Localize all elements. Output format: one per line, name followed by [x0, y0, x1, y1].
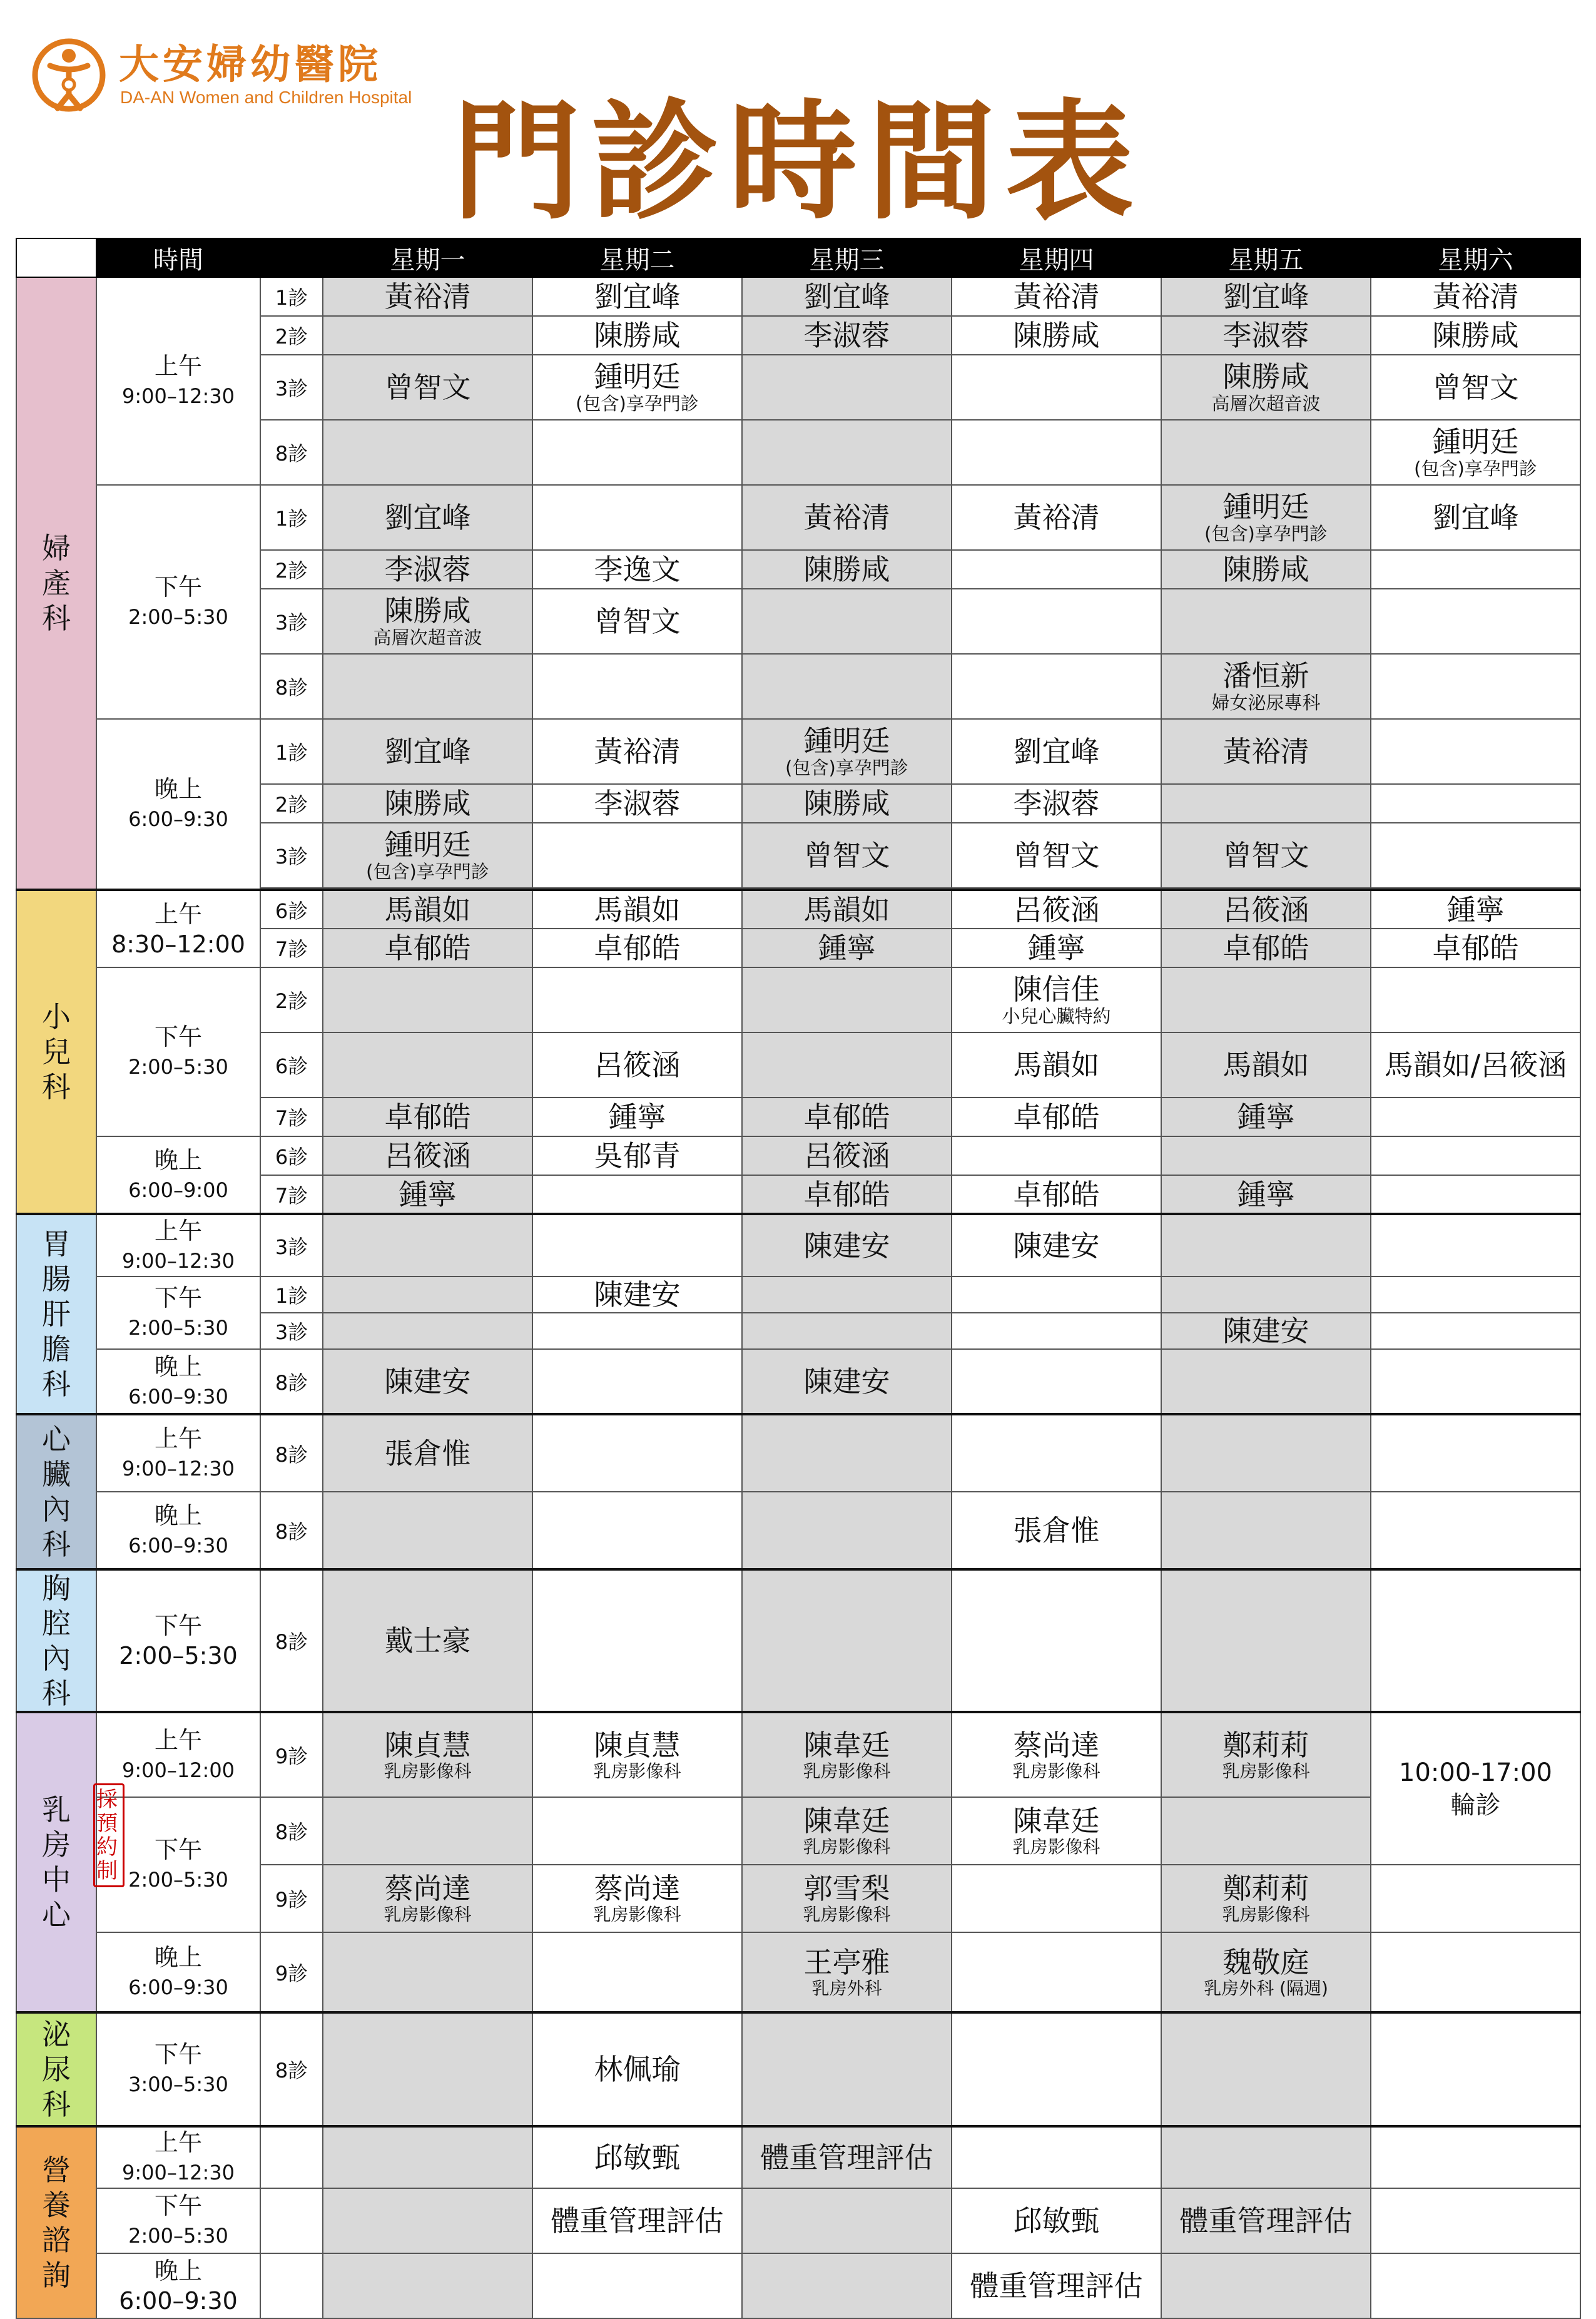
slot-cell: 下午 2:00–5:30	[96, 485, 260, 719]
doctor-cell: 黃裕清	[1161, 719, 1371, 784]
doctor-cell	[1161, 2126, 1371, 2188]
dept-gi: 胃腸肝膽科	[16, 1214, 96, 1414]
doctor-cell	[1371, 654, 1580, 719]
doctor-cell	[1371, 589, 1580, 654]
room-label: 2診	[260, 967, 323, 1032]
doctor-cell: 鍾寧	[952, 929, 1161, 967]
room-label: 3診	[260, 1313, 323, 1349]
dept-peds: 小兒科	[16, 890, 96, 1214]
doctor-cell: 蔡尚達 乳房影像科	[532, 1865, 742, 1932]
header-corner	[16, 238, 96, 277]
doctor-cell	[323, 967, 532, 1032]
doctor-cell	[532, 2253, 742, 2318]
doctor-cell	[1161, 420, 1371, 485]
doctor-cell: 體重管理評估	[532, 2188, 742, 2253]
doctor-cell	[1371, 2012, 1580, 2126]
room-label: 8診	[260, 1797, 323, 1865]
doctor-cell: 李淑蓉	[742, 316, 952, 355]
doctor-cell	[1161, 2253, 1371, 2318]
room-label: 2診	[260, 550, 323, 589]
doctor-cell: 鍾明廷 (包含)享孕門診	[532, 355, 742, 420]
doctor-cell: 吳郁青	[532, 1136, 742, 1175]
slot-cell: 晚上 6:00–9:30	[96, 1349, 260, 1414]
doctor-cell: 陳建安	[952, 1214, 1161, 1277]
doctor-cell	[952, 1349, 1161, 1414]
doctor-cell	[1161, 1277, 1371, 1313]
room-label: 2診	[260, 316, 323, 355]
room-label: 7診	[260, 929, 323, 967]
doctor-cell: 王亭雅 乳房外科	[742, 1932, 952, 2012]
doctor-cell: 鍾寧	[1371, 890, 1580, 929]
doctor-cell	[323, 2012, 532, 2126]
doctor-cell	[323, 1492, 532, 1569]
doctor-cell	[952, 420, 1161, 485]
header-day: 星期六	[1371, 238, 1580, 277]
room-label: 6診	[260, 1136, 323, 1175]
room-label: 8診	[260, 1414, 323, 1492]
doctor-cell: 陳勝咸	[1371, 316, 1580, 355]
doctor-cell: 鄭莉莉 乳房影像科	[1161, 1712, 1371, 1797]
slot-cell: 上午 9:00–12:00	[96, 1712, 260, 1797]
doctor-cell: 鍾寧	[1161, 1175, 1371, 1214]
doctor-cell: 陳韋廷 乳房影像科	[952, 1797, 1161, 1865]
room-label: 8診	[260, 420, 323, 485]
doctor-cell	[532, 1313, 742, 1349]
doctor-cell	[952, 355, 1161, 420]
doctor-cell	[742, 589, 952, 654]
slot-cell: 下午 2:00–5:30	[96, 1797, 260, 1932]
doctor-cell: 鍾明廷 (包含)享孕門診	[1161, 485, 1371, 550]
doctor-cell	[532, 823, 742, 888]
slot-cell: 下午 2:00–5:30	[96, 1277, 260, 1349]
doctor-cell: 馬韻如	[1161, 1032, 1371, 1098]
room-label: 8診	[260, 1349, 323, 1414]
doctor-cell	[532, 420, 742, 485]
doctor-cell	[952, 2012, 1161, 2126]
doctor-cell	[1371, 550, 1580, 589]
doctor-cell	[952, 1569, 1161, 1712]
doctor-cell	[742, 967, 952, 1032]
doctor-cell	[323, 2126, 532, 2188]
doctor-cell	[1161, 1569, 1371, 1712]
doctor-cell: 張倉惟	[323, 1414, 532, 1492]
doctor-cell: 卓郁皓	[952, 1098, 1161, 1136]
doctor-cell	[952, 654, 1161, 719]
doctor-cell	[1161, 784, 1371, 823]
room-label: 8診	[260, 1569, 323, 1712]
doctor-cell: 卓郁皓	[532, 929, 742, 967]
doctor-cell	[532, 1797, 742, 1865]
hospital-name: 大安婦幼醫院	[119, 41, 382, 88]
dept-breast: 乳房中心	[16, 1712, 96, 2012]
doctor-cell: 邱敏甄	[532, 2126, 742, 2188]
room-label: 9診	[260, 1932, 323, 2012]
doctor-cell: 卓郁皓	[323, 929, 532, 967]
doctor-cell	[952, 1277, 1161, 1313]
doctor-cell: 鄭莉莉 乳房影像科	[1161, 1865, 1371, 1932]
dept-nutri: 營養諮詢	[16, 2126, 96, 2318]
table-row	[16, 1277, 1580, 1313]
dept-cardio: 心臟內科	[16, 1414, 96, 1569]
doctor-cell: 陳勝咸	[323, 784, 532, 823]
doctor-cell: 郭雪梨 乳房影像科	[742, 1865, 952, 1932]
doctor-cell	[532, 1175, 742, 1214]
doctor-cell: 鍾寧	[532, 1098, 742, 1136]
room-label: 9診	[260, 1712, 323, 1797]
header-day: 星期五	[1161, 238, 1371, 277]
doctor-cell: 呂筱涵	[1161, 890, 1371, 929]
doctor-cell	[1161, 1414, 1371, 1492]
doctor-cell	[952, 1313, 1161, 1349]
header-day: 星期四	[952, 238, 1161, 277]
page-title: 門診時間表	[452, 88, 1144, 237]
room-label: 9診	[260, 1865, 323, 1932]
doctor-cell: 鍾明廷 (包含)享孕門診	[742, 719, 952, 784]
doctor-cell	[1371, 2126, 1580, 2188]
doctor-cell: 卓郁皓	[742, 1098, 952, 1136]
room-label: 7診	[260, 1098, 323, 1136]
doctor-cell: 曾智文	[1371, 355, 1580, 420]
doctor-cell	[532, 1932, 742, 2012]
doctor-cell: 陳韋廷 乳房影像科	[742, 1797, 952, 1865]
doctor-cell	[323, 420, 532, 485]
doctor-cell: 曾智文	[952, 823, 1161, 888]
doctor-cell: 陳勝咸	[532, 316, 742, 355]
doctor-cell: 曾智文	[323, 355, 532, 420]
room-label: 2診	[260, 784, 323, 823]
doctor-cell	[1371, 1414, 1580, 1492]
doctor-cell: 黃裕清	[323, 277, 532, 316]
doctor-cell	[952, 550, 1161, 589]
doctor-cell: 李淑蓉	[1161, 316, 1371, 355]
slot-cell: 上午 9:00–12:30	[96, 277, 260, 485]
header-day: 星期一	[323, 238, 532, 277]
doctor-cell: 黃裕清	[1371, 277, 1580, 316]
doctor-cell	[1371, 1349, 1580, 1414]
table-row	[16, 1712, 1580, 1797]
doctor-cell	[742, 1277, 952, 1313]
doctor-cell	[1371, 1098, 1580, 1136]
appointment-stamp-label: 採預約制	[93, 1783, 125, 1887]
slot-cell: 晚上 6:00–9:30	[96, 1932, 260, 2012]
doctor-cell: 鍾明廷 (包含)享孕門診	[1371, 420, 1580, 485]
doctor-cell	[742, 654, 952, 719]
room-label: 1診	[260, 485, 323, 550]
doctor-cell: 蔡尚達 乳房影像科	[952, 1712, 1161, 1797]
doctor-cell	[1371, 1175, 1580, 1214]
slot-cell: 下午 2:00–5:30	[96, 967, 260, 1136]
table-row	[16, 2188, 1580, 2253]
doctor-cell	[1371, 823, 1580, 888]
doctor-cell	[532, 654, 742, 719]
doctor-cell: 魏敬庭 乳房外科 (隔週)	[1161, 1932, 1371, 2012]
doctor-cell: 黃裕清	[952, 485, 1161, 550]
doctor-cell: 呂筱涵	[532, 1032, 742, 1098]
room-label: 6診	[260, 1032, 323, 1098]
doctor-cell: 黃裕清	[742, 485, 952, 550]
doctor-cell: 曾智文	[1161, 823, 1371, 888]
slot-cell: 上午 9:00–12:30	[96, 2126, 260, 2188]
table-row	[16, 890, 1580, 929]
slot-cell: 上午 9:00–12:30	[96, 1214, 260, 1277]
doctor-cell: 卓郁皓	[952, 1175, 1161, 1214]
room-label: 3診	[260, 1214, 323, 1277]
room-label: 1診	[260, 277, 323, 316]
doctor-cell: 陳建安	[742, 1214, 952, 1277]
doctor-cell	[532, 1492, 742, 1569]
slot-cell: 上午 8:30–12:00	[96, 890, 260, 967]
doctor-cell	[1371, 1492, 1580, 1569]
doctor-cell: 陳信佳 小兒心臟特約	[952, 967, 1161, 1032]
room-label: 3診	[260, 823, 323, 888]
doctor-cell	[1371, 2188, 1580, 2253]
room-label: 8診	[260, 1492, 323, 1569]
room-label: 1診	[260, 1277, 323, 1313]
doctor-cell: 卓郁皓	[742, 1175, 952, 1214]
doctor-cell	[323, 2188, 532, 2253]
doctor-cell	[532, 1414, 742, 1492]
table-row	[16, 2253, 1580, 2318]
room-label	[260, 2253, 323, 2318]
doctor-cell	[952, 2126, 1161, 2188]
doctor-cell	[742, 1569, 952, 1712]
doctor-cell	[1161, 1492, 1371, 1569]
doctor-cell	[1161, 589, 1371, 654]
table-row	[16, 277, 1580, 316]
doctor-cell	[952, 1136, 1161, 1175]
room-label: 3診	[260, 355, 323, 420]
doctor-cell	[1161, 1214, 1371, 1277]
doctor-cell: 張倉惟	[952, 1492, 1161, 1569]
doctor-cell: 呂筱涵	[323, 1136, 532, 1175]
doctor-cell	[1371, 2253, 1580, 2318]
table-row	[16, 2126, 1580, 2188]
doctor-cell	[532, 967, 742, 1032]
doctor-cell	[323, 2253, 532, 2318]
doctor-cell: 陳建安	[1161, 1313, 1371, 1349]
doctor-cell: 馬韻如	[952, 1032, 1161, 1098]
doctor-cell	[952, 1414, 1161, 1492]
appointment-stamp	[91, 1783, 125, 1887]
doctor-cell: 卓郁皓	[1161, 929, 1371, 967]
doctor-cell	[952, 1932, 1161, 2012]
doctor-cell	[1371, 719, 1580, 784]
doctor-cell: 鍾寧	[1161, 1098, 1371, 1136]
doctor-cell: 馬韻如	[742, 890, 952, 929]
table-row	[16, 1136, 1580, 1175]
doctor-cell: 體重管理評估	[1161, 2188, 1371, 2253]
doctor-cell	[742, 2012, 952, 2126]
doctor-cell	[1371, 1932, 1580, 2012]
doctor-cell: 潘恒新 婦女泌尿專科	[1161, 654, 1371, 719]
table-row	[16, 1797, 1580, 1865]
dept-chest: 胸腔內科	[16, 1569, 96, 1712]
doctor-cell	[1371, 967, 1580, 1032]
doctor-cell	[532, 485, 742, 550]
table-row	[16, 967, 1580, 1032]
doctor-cell: 李淑蓉	[323, 550, 532, 589]
doctor-cell	[1161, 967, 1371, 1032]
dept-uro: 泌尿科	[16, 2012, 96, 2126]
doctor-cell	[323, 654, 532, 719]
doctor-cell: 劉宜峰	[742, 277, 952, 316]
doctor-cell: 劉宜峰	[323, 719, 532, 784]
room-label	[260, 2188, 323, 2253]
table-row	[16, 1349, 1580, 1414]
doctor-cell	[1161, 1349, 1371, 1414]
slot-cell: 晚上 6:00–9:30	[96, 1492, 260, 1569]
doctor-cell	[532, 1214, 742, 1277]
room-label: 3診	[260, 589, 323, 654]
doctor-cell: 林佩瑜	[532, 2012, 742, 2126]
doctor-cell	[1161, 2012, 1371, 2126]
room-label: 8診	[260, 654, 323, 719]
doctor-cell	[323, 1214, 532, 1277]
doctor-cell: 劉宜峰	[1161, 277, 1371, 316]
table-row	[16, 1414, 1580, 1492]
doctor-cell	[1371, 1136, 1580, 1175]
doctor-cell	[1161, 1136, 1371, 1175]
schedule-table-wrapper	[16, 238, 1580, 2319]
doctor-cell: 呂筱涵	[742, 1136, 952, 1175]
doctor-cell: 黃裕清	[952, 277, 1161, 316]
slot-cell: 下午 2:00–5:30	[96, 2188, 260, 2253]
doctor-cell	[1371, 1214, 1580, 1277]
doctor-cell: 馬韻如	[323, 890, 532, 929]
doctor-cell: 劉宜峰	[323, 485, 532, 550]
doctor-cell: 體重管理評估	[742, 2126, 952, 2188]
doctor-cell: 馬韻如	[532, 890, 742, 929]
doctor-cell	[742, 2188, 952, 2253]
doctor-cell: 鍾明廷 (包含)享孕門診	[323, 823, 532, 888]
doctor-cell: 陳勝咸	[1161, 550, 1371, 589]
doctor-cell	[742, 420, 952, 485]
schedule-table	[16, 238, 1580, 2319]
doctor-cell	[742, 1492, 952, 1569]
hospital-name-en: DA-AN Women and Children Hospital	[120, 88, 412, 107]
doctor-cell: 陳勝咸 高層次超音波	[323, 589, 532, 654]
doctor-cell: 劉宜峰	[1371, 485, 1580, 550]
doctor-cell: 李淑蓉	[532, 784, 742, 823]
doctor-cell: 劉宜峰	[952, 719, 1161, 784]
page-header	[0, 0, 1596, 238]
doctor-cell: 劉宜峰	[532, 277, 742, 316]
table-row	[16, 719, 1580, 784]
table-row	[16, 1932, 1580, 2012]
doctor-cell: 陳勝咸	[742, 550, 952, 589]
header-day: 星期二	[532, 238, 742, 277]
doctor-cell	[1371, 1277, 1580, 1313]
doctor-cell: 邱敏甄	[952, 2188, 1161, 2253]
room-label: 8診	[260, 2012, 323, 2126]
doctor-cell: 陳貞慧 乳房影像科	[532, 1712, 742, 1797]
doctor-cell: 陳貞慧 乳房影像科	[323, 1712, 532, 1797]
doctor-cell: 陳建安	[323, 1349, 532, 1414]
doctor-cell	[742, 1032, 952, 1098]
slot-cell: 下午 3:00–5:30	[96, 2012, 260, 2126]
room-label: 7診	[260, 1175, 323, 1214]
room-label: 6診	[260, 890, 323, 929]
table-row	[16, 2012, 1580, 2126]
doctor-cell	[1371, 784, 1580, 823]
doctor-cell	[532, 1569, 742, 1712]
slot-cell: 上午 9:00–12:30	[96, 1414, 260, 1492]
doctor-cell: 鍾寧	[323, 1175, 532, 1214]
doctor-cell	[742, 1414, 952, 1492]
doctor-cell	[323, 1932, 532, 2012]
doctor-cell: 戴士豪	[323, 1569, 532, 1712]
doctor-cell	[742, 2253, 952, 2318]
breast-sat-rotation: 10:00-17:00 輪診	[1371, 1712, 1580, 1865]
doctor-cell	[1371, 1313, 1580, 1349]
header-time: 時間	[96, 238, 260, 277]
doctor-cell: 鍾寧	[742, 929, 952, 967]
doctor-cell	[323, 1797, 532, 1865]
header-day: 星期三	[742, 238, 952, 277]
doctor-cell	[323, 1277, 532, 1313]
table-row	[16, 1214, 1580, 1277]
doctor-cell: 陳建安	[742, 1349, 952, 1414]
doctor-cell: 陳勝咸	[742, 784, 952, 823]
table-row	[16, 1569, 1580, 1712]
header-room	[260, 238, 323, 277]
doctor-cell: 卓郁皓	[323, 1098, 532, 1136]
doctor-cell: 李逸文	[532, 550, 742, 589]
doctor-cell: 馬韻如/呂筱涵	[1371, 1032, 1580, 1098]
doctor-cell: 陳勝咸	[952, 316, 1161, 355]
doctor-cell	[323, 316, 532, 355]
doctor-cell	[1371, 1865, 1580, 1932]
doctor-cell: 呂筱涵	[952, 890, 1161, 929]
doctor-cell: 陳建安	[532, 1277, 742, 1313]
doctor-cell: 黃裕清	[532, 719, 742, 784]
doctor-cell: 體重管理評估	[952, 2253, 1161, 2318]
doctor-cell: 曾智文	[532, 589, 742, 654]
doctor-cell	[742, 355, 952, 420]
doctor-cell: 曾智文	[742, 823, 952, 888]
slot-cell: 晚上 6:00–9:30	[96, 719, 260, 890]
doctor-cell	[742, 1313, 952, 1349]
doctor-cell	[1161, 1797, 1371, 1865]
doctor-cell: 蔡尚達 乳房影像科	[323, 1865, 532, 1932]
room-label: 1診	[260, 719, 323, 784]
doctor-cell	[1371, 1569, 1580, 1712]
doctor-cell: 陳勝咸 高層次超音波	[1161, 355, 1371, 420]
slot-cell: 下午 2:00–5:30	[96, 1569, 260, 1712]
doctor-cell: 卓郁皓	[1371, 929, 1580, 967]
dept-obgyn: 婦產科	[16, 277, 96, 890]
doctor-cell: 李淑蓉	[952, 784, 1161, 823]
doctor-cell	[323, 1032, 532, 1098]
doctor-cell	[952, 589, 1161, 654]
table-row	[16, 1492, 1580, 1569]
table-row	[16, 485, 1580, 550]
doctor-cell	[952, 1865, 1161, 1932]
doctor-cell	[532, 1349, 742, 1414]
slot-cell: 晚上 6:00–9:00	[96, 1136, 260, 1214]
header-row	[16, 238, 1580, 277]
slot-cell: 晚上 6:00–9:30	[96, 2253, 260, 2318]
room-label	[260, 2126, 323, 2188]
doctor-cell	[323, 1313, 532, 1349]
doctor-cell: 陳韋廷 乳房影像科	[742, 1712, 952, 1797]
